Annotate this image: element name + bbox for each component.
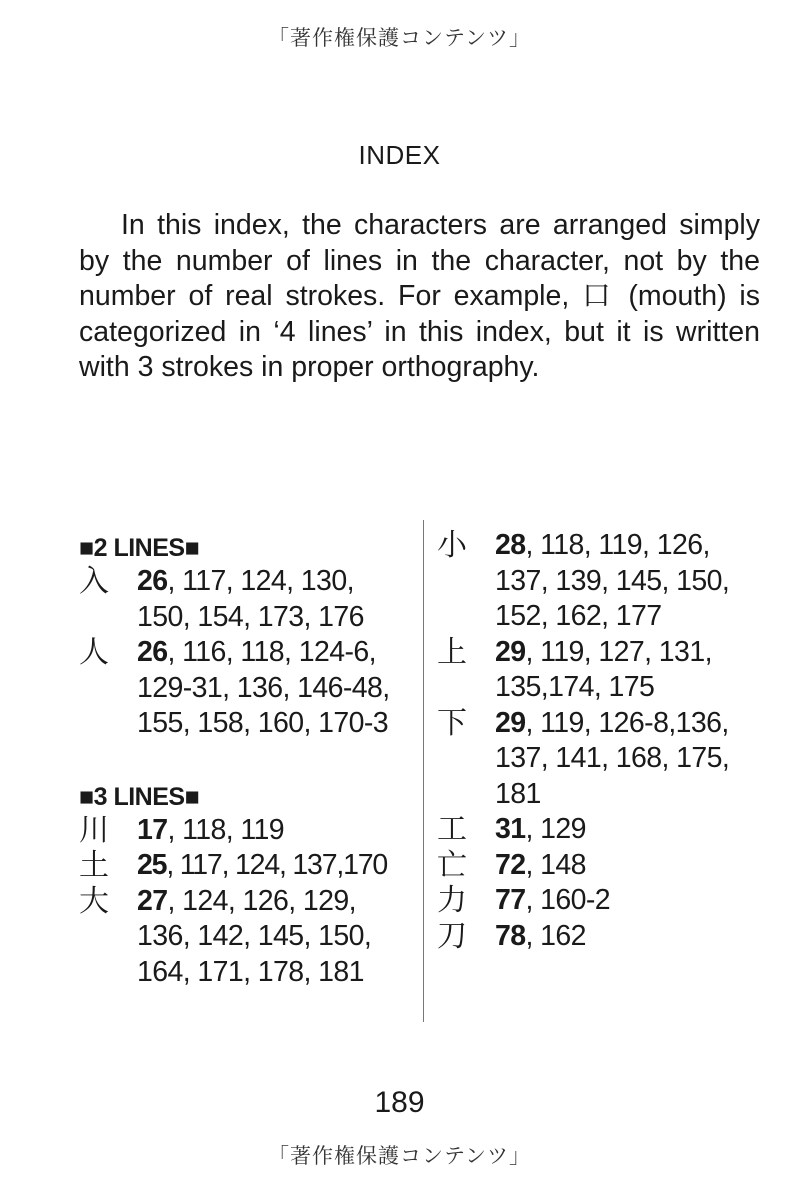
index-entry xyxy=(437,919,777,955)
entry-kanji: 川 xyxy=(79,812,109,848)
entry-page-refs xyxy=(137,813,409,849)
entry-kanji: 下 xyxy=(437,705,467,741)
other-page-refs: , 160-2 xyxy=(525,884,611,916)
main-page-ref: 77 xyxy=(495,884,526,916)
entry-kanji: 刀 xyxy=(437,918,467,954)
entry-kanji: 力 xyxy=(437,883,467,918)
index-entry xyxy=(79,884,419,991)
index-entry xyxy=(79,635,419,742)
page-number: 189 xyxy=(374,1086,425,1119)
main-page-ref: 27 xyxy=(137,884,168,917)
entry-kanji: 人 xyxy=(79,635,109,670)
page-title: INDEX xyxy=(358,140,441,170)
main-page-ref: 72 xyxy=(495,848,526,881)
copyright-watermark-bottom: 「著作権保護コンテンツ」 xyxy=(268,1144,531,1168)
entry-page-refs xyxy=(137,848,409,884)
entry-kanji: 入 xyxy=(79,564,109,599)
main-page-ref: 26 xyxy=(137,565,168,597)
other-page-refs: , 117, 124, 130, 150, 154, 173, 176 xyxy=(137,565,364,633)
section-heading-3-lines: ■3 LINES■ xyxy=(79,782,200,811)
entry-page-refs xyxy=(495,848,763,884)
entry-kanji: 工 xyxy=(437,812,467,847)
section-heading-2-lines: ■2 LINES■ xyxy=(79,534,200,562)
other-page-refs: , 148 xyxy=(525,848,586,881)
section-spacer xyxy=(79,742,419,777)
entry-page-refs xyxy=(495,635,763,706)
other-page-refs: , 162 xyxy=(525,919,586,952)
other-page-refs: , 124, 126, 129, 136, 142, 145, 150, 164, 171, 178, 181 xyxy=(137,884,372,988)
main-page-ref: 17 xyxy=(137,813,168,846)
entry-page-refs xyxy=(495,919,763,955)
entry-kanji: 土 xyxy=(79,848,109,883)
index-column-left xyxy=(79,528,419,990)
index-entry xyxy=(79,564,419,635)
index-columns xyxy=(79,528,769,1028)
entry-page-refs xyxy=(137,564,409,635)
other-page-refs: , 119, 126-8,136, 137, 141, 168, 175, 181 xyxy=(495,706,730,810)
page-refs-line xyxy=(137,849,387,881)
main-page-ref: 29 xyxy=(495,706,526,739)
main-page-ref: 28 xyxy=(495,529,526,561)
index-column-right xyxy=(437,528,777,954)
entry-kanji: 上 xyxy=(437,634,467,670)
entry-kanji: 小 xyxy=(437,528,467,563)
entry-page-refs xyxy=(495,812,763,848)
main-page-ref: 25 xyxy=(137,849,167,881)
other-page-refs: , 117, 124, 137,170 xyxy=(166,849,388,881)
index-entry xyxy=(437,528,777,635)
index-entry xyxy=(437,883,777,919)
index-entry xyxy=(437,812,777,848)
index-entry xyxy=(437,848,777,884)
entry-page-refs xyxy=(495,706,763,813)
other-page-refs: , 116, 118, 124-6, 129-31, 136, 146-48, 155, 158, 160, 170-3 xyxy=(137,636,390,739)
copyright-watermark-top: 「著作権保護コンテンツ」 xyxy=(268,26,531,50)
other-page-refs: , 129 xyxy=(525,813,586,845)
entry-page-refs xyxy=(495,528,763,635)
other-page-refs: , 119, 127, 131, 135,174, 175 xyxy=(495,635,712,703)
other-page-refs: , 118, 119, 126, 137, 139, 145, 150, 152, 162, 177 xyxy=(495,529,730,632)
other-page-refs: , 118, 119 xyxy=(167,813,285,846)
main-page-ref: 78 xyxy=(495,919,526,952)
entry-page-refs xyxy=(137,884,409,991)
main-page-ref: 31 xyxy=(495,813,526,845)
main-page-ref: 29 xyxy=(495,635,526,668)
entry-page-refs xyxy=(495,883,763,919)
index-entry xyxy=(79,848,419,884)
intro-paragraph: In this index, the characters are arranged simply by the number of lines in the character, not by the number of real strokes. For example, 口 (mouth) is categorized in ‘4 lines’ in this index, but it is written with 3 strokes in proper orthography. xyxy=(79,209,760,383)
index-entry xyxy=(437,706,777,813)
entry-kanji: 亡 xyxy=(437,847,467,883)
index-entry xyxy=(79,813,419,849)
entry-page-refs xyxy=(137,635,409,742)
main-page-ref: 26 xyxy=(137,636,168,668)
index-entry xyxy=(437,635,777,706)
column-divider xyxy=(423,520,424,1022)
entry-kanji: 大 xyxy=(79,883,109,919)
